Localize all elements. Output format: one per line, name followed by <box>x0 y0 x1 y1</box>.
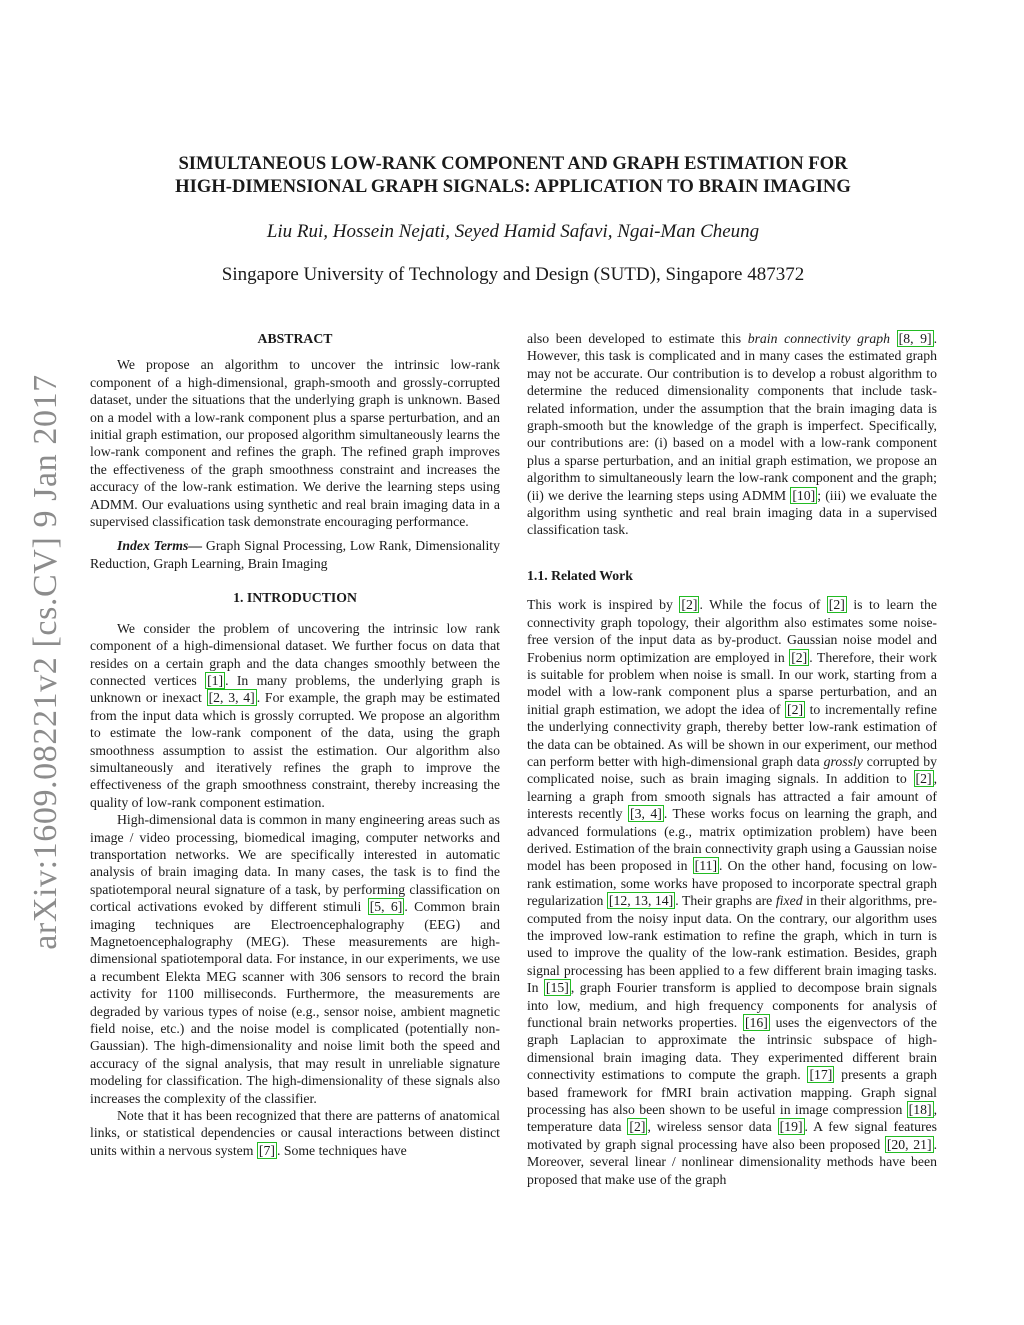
text-span: , wireless sensor data <box>647 1119 772 1135</box>
citation-link[interactable]: [12, 13, 14] <box>608 893 674 909</box>
intro-paragraph-2 <box>90 811 500 1107</box>
citation-link[interactable]: [7] <box>258 1142 275 1158</box>
author-list: Liu Rui, Hossein Nejati, Seyed Hamid Safavi, Ngai-Man Cheung <box>266 221 760 242</box>
italic-text: grossly <box>823 753 863 769</box>
italic-text: brain connectivity graph <box>747 331 890 346</box>
text-span: presents a graph based framework for fMRI brain activation mapping. Graph signal processing has also been shown to be useful in image compression <box>527 1067 938 1118</box>
text-span: High-dimensional data is common in many engineering areas such as image / video processing, biomedical imaging, computer networks and transportation networks. We are specifically interested in automatic analysis of brain imaging data. In many cases, the task is to find the spatiotemporal neural signature of a task, by performing classification on cortical activations evoked by different stimuli <box>90 812 500 915</box>
text-span: . Moreover, several linear / nonlinear dimensionality methods have been proposed that make use of the graph <box>527 1136 938 1187</box>
text-span: , temperature data <box>527 1102 937 1135</box>
text-span: . Therefore, their work is suitable for problem when noise is small. In our work, starting from a model with a low-rank component plus a sparse perturbation, and an initial graph estimation, we adopt the idea of <box>527 649 938 717</box>
related-work-heading: 1.1. Related Work <box>527 567 633 583</box>
title-line-1: SIMULTANEOUS LOW-RANK COMPONENT AND GRAPH ESTIMATION FOR <box>178 153 848 174</box>
abstract-heading: ABSTRACT <box>257 331 333 346</box>
citation-link[interactable]: [15] <box>545 980 569 996</box>
text-span: . While the focus of <box>699 597 821 613</box>
citation-link[interactable]: [10] <box>792 487 816 503</box>
intro-paragraph-1 <box>90 620 500 811</box>
paper-title <box>90 152 936 198</box>
text-span: . Their graphs are <box>675 893 773 909</box>
citation-link[interactable]: [5, 6] <box>369 899 403 915</box>
text-span: . On the other hand, focusing on low-rank estimation, some works have proposed to incorporate spectral graph regularization <box>527 858 937 909</box>
citation-link[interactable]: [2] <box>787 701 804 717</box>
intro-paragraph-3 <box>90 1107 500 1159</box>
left-column <box>90 330 500 1159</box>
arxiv-identifier-text: arXiv:1609.08221v2 [cs.CV] 9 Jan 2017 <box>27 374 64 950</box>
text-span: . A few signal features motivated by graph signal processing have also been proposed <box>527 1119 938 1152</box>
index-terms <box>90 537 500 572</box>
text-span: uses the eigenvectors of the graph Laplacian to approximate the intrinsic subspace of high-dimensional brain imaging data. They experimented different brain connectivity estimations to compute the graph. <box>527 1015 937 1083</box>
introduction-heading: 1. INTRODUCTION <box>233 590 357 606</box>
index-terms-label: Index Terms— <box>117 538 203 554</box>
citation-link[interactable]: [19] <box>779 1119 803 1135</box>
index-terms-text: Graph Signal Processing, Low Rank, Dimensionality Reduction, Graph Learning, Brain Imaging <box>90 538 501 571</box>
citation-link[interactable]: [2] <box>915 771 932 787</box>
text-span: . In many problems, the underlying graph is unknown or inexact <box>90 672 501 706</box>
text-span: . However, this task is complicated and in many cases the estimated graph may not be accurate. Our contribution is to develop a robust algorithm to determine the reduced dimensionality components that include task-related information, under the assumption that the brain imaging data is graph-smooth but the knowledge of the graph is imperfect. Specifically, our contributions are: (i) based on a model with a low-rank component plus a sparse perturbation, and an initial graph estimation, we propose an algorithm to simultaneously learn the low-rank component and the graph; (ii) we derive the learning steps using ADMM <box>527 331 938 503</box>
text-span: This work is inspired by <box>527 597 673 613</box>
abstract-text: We propose an algorithm to uncover the intrinsic low-rank component of a high-dimensional, graph-smooth and grossly-corrupted dataset, under the situations that the underlying graph is unknown. Based on a model with a low-rank component plus a sparse perturbation, and an initial graph estimation, our proposed algorithm simultaneously learns the low-rank component and refines the graph. The refined graph improves the effectiveness of the graph smoothness constraint and increases the accuracy of the low-rank estimation. We derive the learning steps using ADMM. Our evaluations using synthetic and real brain imaging data in a supervised classification task demonstrate encouraging performance. <box>90 357 500 530</box>
text-span: . Common brain imaging techniques are Electroencephalography (EEG) and Magnetoencephalography (MEG). These measurements are high-dimensional spatiotemporal data. For instance, in our experiments, we use a recumbent Elekta MEG scanner with 306 sensors to record the brain activity for 1100 milliseconds. Furthermore, the measurements are degraded by various types of noise (e.g., sensor noise, ambient magnetic field noise, etc.) and the noise model is complicated (potentially non-Gaussian). The high-dimensionality and noise limit both the speed and accuracy of the signal analysis, that may result in unreliable signature modeling for classification. The high-dimensionality of these signals also increases the complexity of the classifier. <box>90 899 500 1106</box>
citation-link[interactable]: [17] <box>809 1067 833 1083</box>
text-span: also been developed to estimate this <box>527 331 742 346</box>
citation-link[interactable]: [16] <box>744 1015 768 1031</box>
text-span: , learning a graph from smooth signals has attracted a fair amount of interests recently <box>527 771 937 822</box>
citation-link[interactable]: [18] <box>908 1102 932 1118</box>
text-span: corrupted by complicated noise, such as brain imaging signals. In addition to <box>527 753 938 787</box>
citation-link[interactable]: [2] <box>681 597 698 613</box>
citation-link[interactable]: [8, 9] <box>898 331 932 346</box>
text-span: , graph Fourier transform is applied to decompose brain signals into low, medium, and high frequency components for analysis of functional brain networks properties. <box>527 980 937 1031</box>
text-span: to incrementally refine the underlying connectivity graph, thereby better low-rank estimation of the data can be obtained. As will be shown in our experiment, our method can perform better with high-dimensional graph data <box>527 701 938 769</box>
citation-link[interactable]: [20, 21] <box>886 1136 932 1152</box>
text-span: is to learn the connectivity graph topology, their algorithm also estimates some noise-free version of the input data as by-product. Gaussian noise model and Frobenius norm optimization are employed in <box>527 597 937 665</box>
text-span: We consider the problem of uncovering the intrinsic low rank component of a high-dimensional dataset. We further focus on data that resides on a certain graph and the data changes smoothly between the connected vertices <box>90 620 500 688</box>
text-span: Note that it has been recognized that there are patterns of anatomical links, or statistical dependencies or causal interactions between distinct units within a nervous system <box>90 1108 500 1158</box>
italic-text: fixed <box>775 893 803 909</box>
citation-link[interactable]: [2] <box>791 649 808 665</box>
citation-link[interactable]: [2] <box>629 1119 646 1135</box>
related-work-paragraph <box>527 596 937 1188</box>
citation-link[interactable]: [1] <box>207 672 224 688</box>
intro-continuation <box>527 330 937 539</box>
text-span: in their algorithms, pre-computed from the noisy input data. On the contrary, our algorithm uses the improved low-rank estimation to refine the graph, which in turn is used to improve the quality of the low-rank estimation. Besides, graph signal processing has been applied to a few different brain imaging tasks. In <box>527 893 938 996</box>
arxiv-identifier <box>14 368 78 956</box>
right-column <box>527 330 937 1188</box>
citation-link[interactable]: [2, 3, 4] <box>208 690 255 706</box>
text-span: . Some techniques have <box>276 1142 407 1158</box>
citation-link[interactable]: [2] <box>828 597 845 613</box>
title-line-2: HIGH-DIMENSIONAL GRAPH SIGNALS: APPLICATION TO BRAIN IMAGING <box>175 176 851 197</box>
text-span: . For example, the graph may be estimated from the input data which is grossly corrupted. We propose an algorithm to estimate the low-rank component of the data, using the graph smoothness assumption to assist the estimation. Our algorithm also simultaneously and iteratively refines the graph to improve the effectiveness of the graph smoothness constraint, thereby increasing the quality of low-rank component estimation. <box>90 690 500 810</box>
citation-link[interactable]: [3, 4] <box>630 806 662 822</box>
affiliation: Singapore University of Technology and Design (SUTD), Singapore 487372 <box>221 264 805 285</box>
text-span: ; (iii) we evaluate the algorithm using synthetic and real brain imaging data in a supervised classification task. <box>527 487 938 538</box>
citation-link[interactable]: [11] <box>694 858 718 874</box>
text-span: . These works focus on learning the graph, and advanced formulations (e.g., matrix optimization problem) have been derived. Estimation of the brain connectivity graph using a Gaussian noise model has been proposed in <box>527 806 937 874</box>
